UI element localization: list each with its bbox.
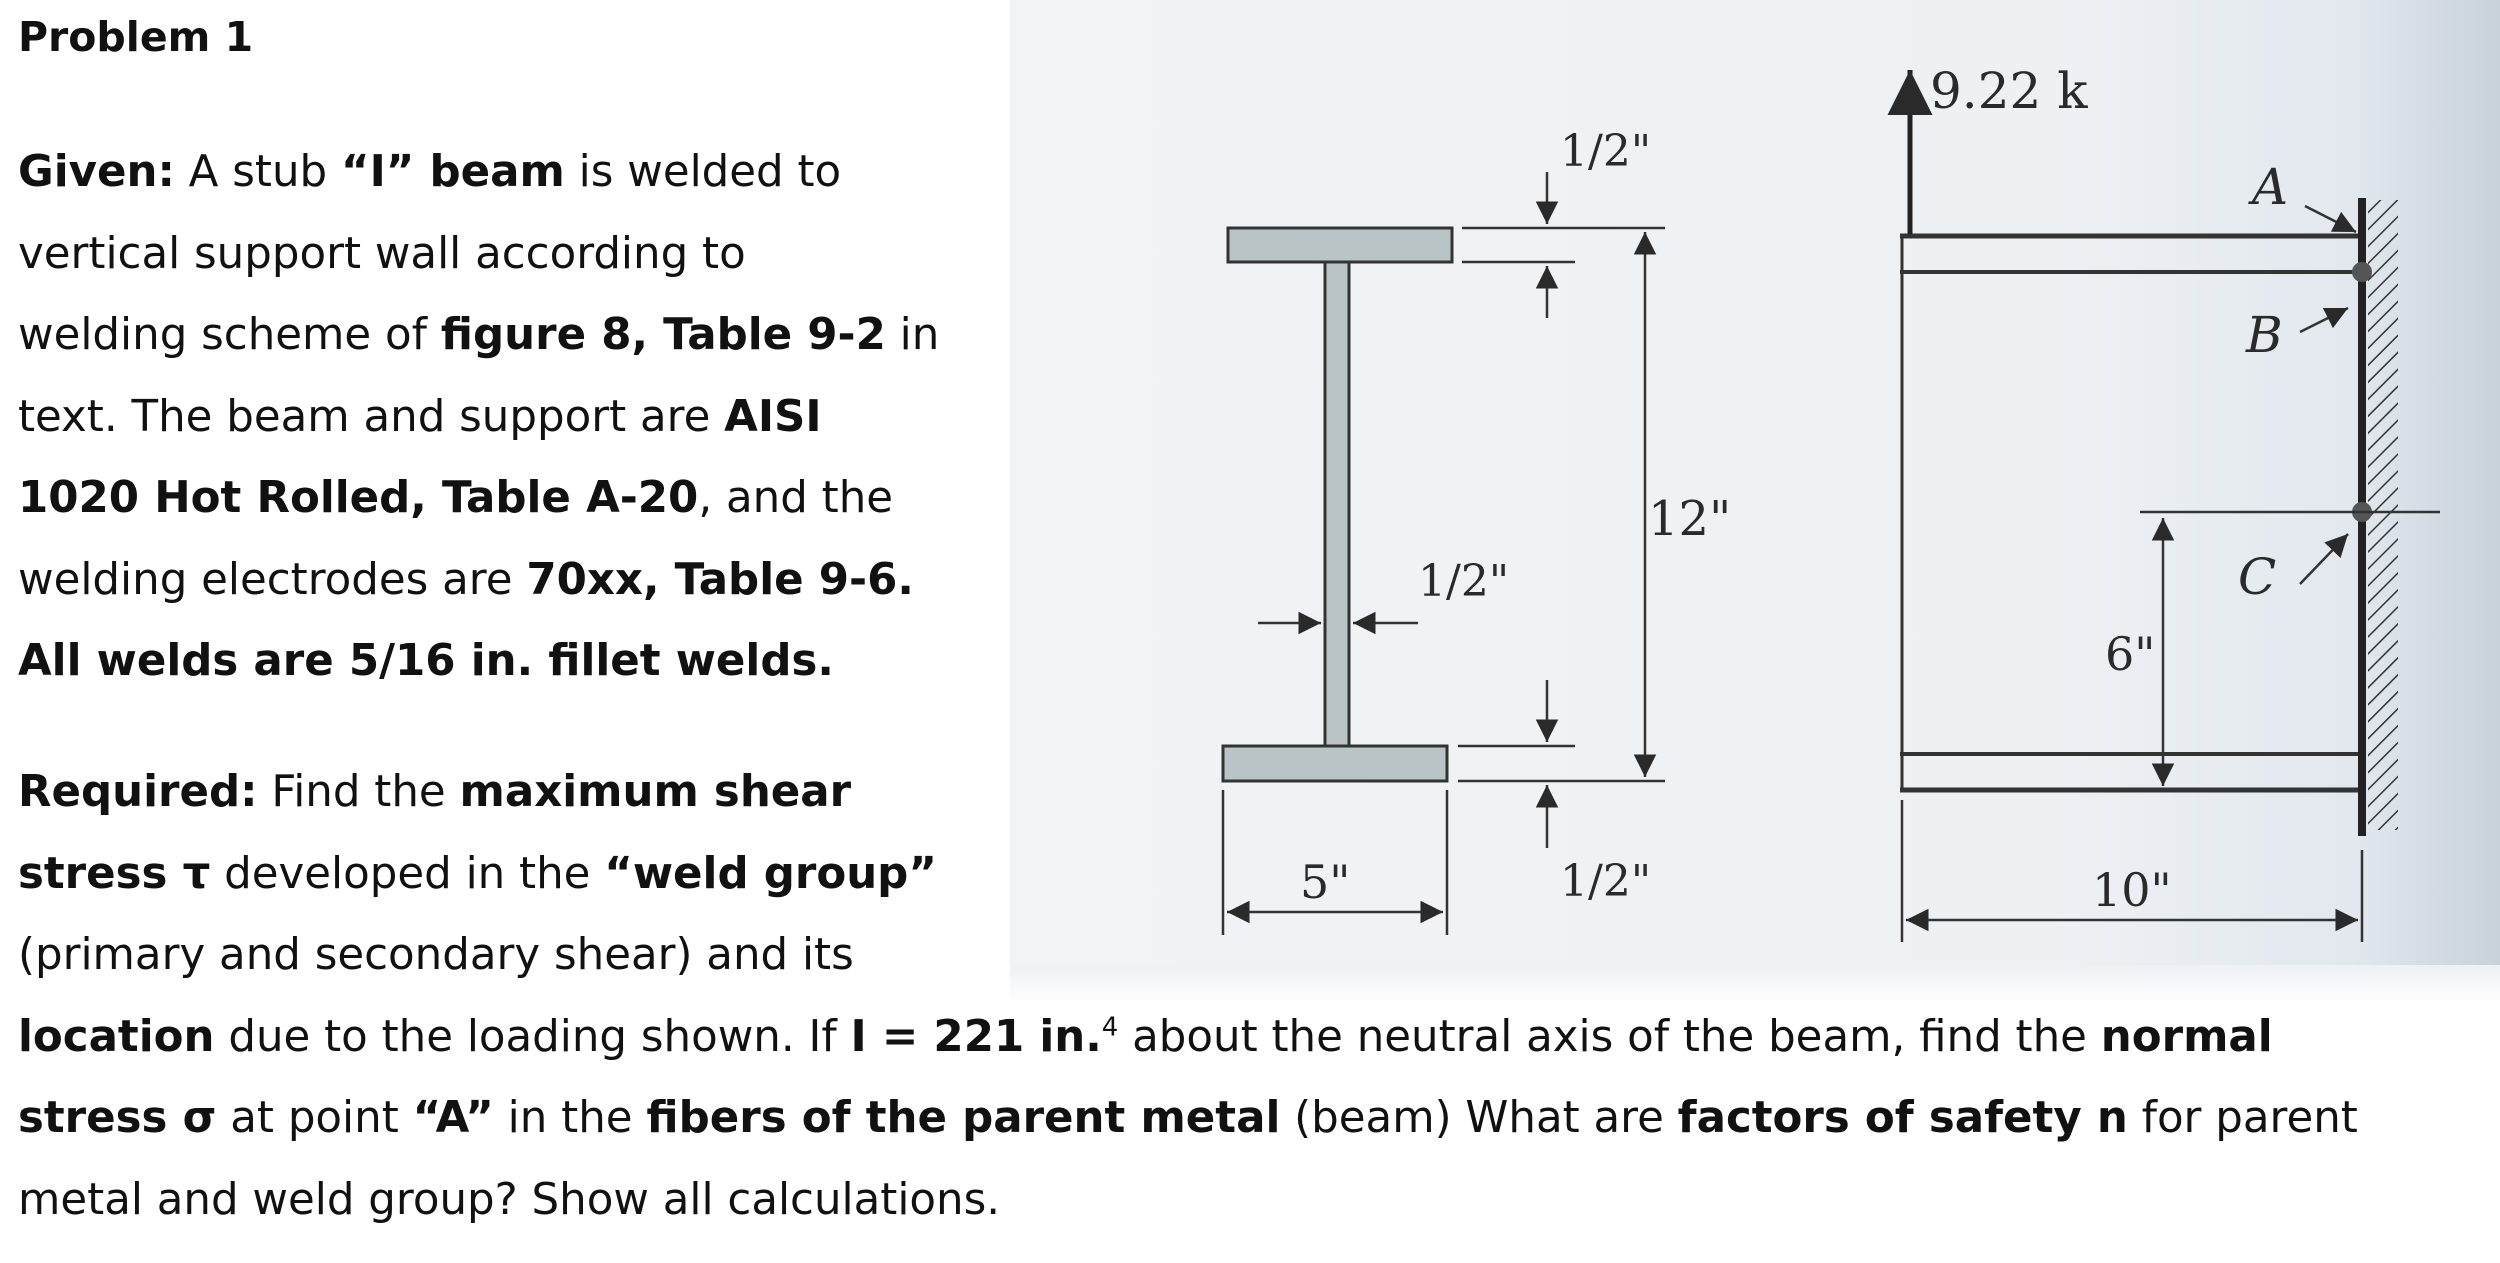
required-text-segment: metal and weld group? Show all calculations. <box>18 1174 1001 1225</box>
required-text-segment: stress τ <box>18 848 211 899</box>
width-label: 5" <box>1300 855 1351 909</box>
given-text-segment: is welded to <box>564 147 842 197</box>
required-text-segment: maximum shear <box>459 767 852 817</box>
required-text-segment: (beam) What are <box>1280 1093 1678 1143</box>
point-c-label: C <box>2238 548 2277 606</box>
given-text-segment: , and the <box>698 473 894 523</box>
required-text-segment: developed in the <box>210 848 605 899</box>
required-text-segment: about the neutral axis of the beam, find the <box>1118 1011 2101 1062</box>
given-text-segment: welding scheme of <box>18 310 441 360</box>
top-flange-thickness-label: 1/2" <box>1560 126 1652 177</box>
given-text-segment: 70xx, Table 9-6. <box>526 554 914 605</box>
required-text-segment: Find the <box>271 767 460 817</box>
web-thickness-label: 1/2" <box>1418 556 1510 607</box>
length-dimension-label: 10" <box>2092 863 2172 917</box>
required-text-segment: 4 <box>1101 1012 1119 1042</box>
given-text-segment: AISI <box>724 391 822 442</box>
required-text-segment: stress σ <box>18 1093 217 1143</box>
given-text-segment: A stub <box>188 147 341 197</box>
required-text-segment: normal <box>2100 1011 2273 1062</box>
required-text-segment: factors of safety n <box>1677 1093 2128 1143</box>
point-a-label: A <box>2252 158 2289 216</box>
given-text-segment: welding electrodes are <box>18 554 527 605</box>
required-text-segment: at point <box>216 1093 413 1143</box>
depth-label: 12" <box>1648 491 1732 547</box>
required-text-segment: I = 221 in. <box>850 1011 1102 1062</box>
given-text-segment: text. The beam and support are <box>18 391 725 442</box>
required-text-segment: for parent <box>2127 1093 2358 1143</box>
given-text-segment: 1020 Hot Rolled, Table A-20 <box>18 473 699 523</box>
given-text-segment: in <box>885 310 940 360</box>
given-label: Given: <box>18 147 175 197</box>
required-label: Required: <box>18 767 258 817</box>
bottom-flange-thickness-label: 1/2" <box>1560 856 1652 907</box>
height-dimension-label: 6" <box>2105 627 2156 681</box>
given-text-segment: “I” beam <box>341 147 565 197</box>
required-text-segment: “A” <box>412 1093 494 1143</box>
required-text-segment: location <box>18 1011 215 1062</box>
required-text-segment: in the <box>493 1093 647 1143</box>
required-text-segment: “weld group” <box>604 848 937 899</box>
required-text-segment: fibers of the parent metal <box>646 1093 1281 1143</box>
given-text-segment: figure 8, Table 9-2 <box>440 310 886 360</box>
given-text-segment: All welds are 5/16 in. fillet welds. <box>18 636 834 686</box>
given-text-segment: vertical support wall according to <box>18 228 746 279</box>
load-label: 9.22 k <box>1930 62 2088 120</box>
i-beam-section <box>1223 228 1452 781</box>
point-b-label: B <box>2246 306 2283 364</box>
point-b-marker <box>2352 262 2372 282</box>
problem-title: Problem 1 <box>18 13 254 61</box>
required-text-segment: (primary and secondary shear) and its <box>18 930 854 980</box>
required-text-segment: due to the loading shown. If <box>214 1011 851 1062</box>
